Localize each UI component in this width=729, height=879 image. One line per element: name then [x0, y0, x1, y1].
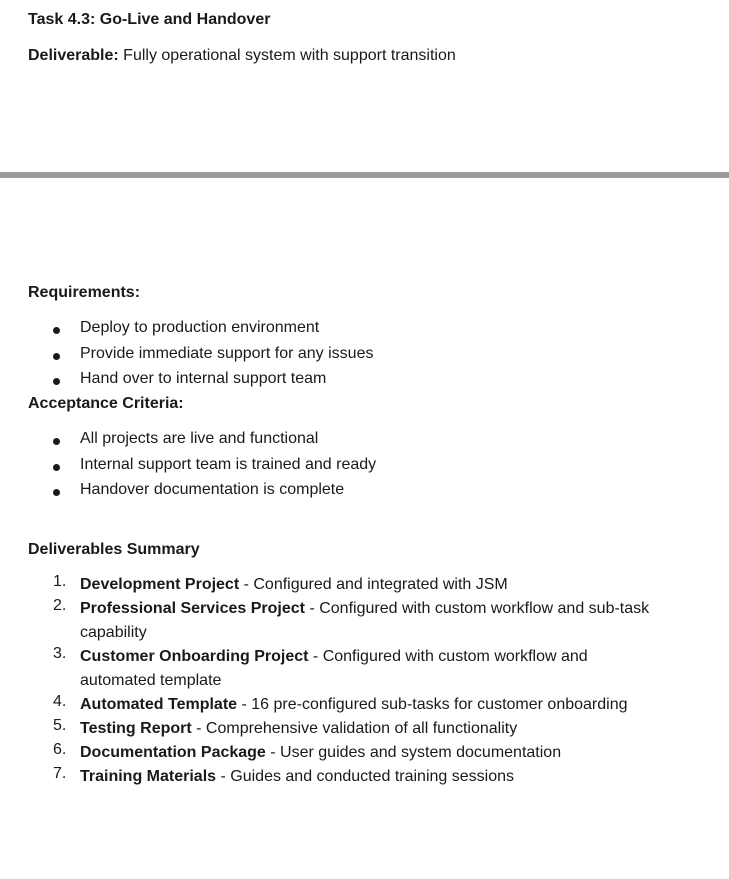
bullet-icon [53, 438, 60, 445]
bullet-icon [53, 327, 60, 334]
deliverable-text: Fully operational system with support transition [123, 47, 456, 64]
summary-heading: Deliverables Summary [28, 541, 200, 558]
acceptance-heading: Acceptance Criteria: [28, 395, 184, 412]
bullet-icon [53, 378, 60, 385]
task-title: Task 4.3: Go-Live and Handover [28, 11, 271, 28]
bullet-icon [53, 353, 60, 360]
bullet-icon [53, 464, 60, 471]
deliverable-line [28, 47, 456, 65]
page-bottom: Requirements: Deploy to production environment Provide immediate support for any issues Hand over to internal support team Acceptance Criteria: All projects are live and functional Internal support team is trained and ready Handover documentation is complete Deliverables Summary 1. Development Project - Configured and integrated with JSM 2. Professional Services Project - Configured with custom workflow and sub-task capability 3. Customer Onboarding Project - Configured with custom workflow and automated template 4. Automated Template - 16 pre-configured sub-tasks for customer onboarding 5. Testing Report - Comprehensive validation of all functionality 6. Documentation Package - User guides and system documentation 7. Training Materials - Guides and conducted training sessions [28, 284, 650, 785]
requirements-heading: Requirements: [28, 284, 141, 301]
bullet-icon [53, 489, 60, 496]
page-top [0, 0, 729, 172]
deliverable-label: Deliverable: [28, 47, 119, 64]
